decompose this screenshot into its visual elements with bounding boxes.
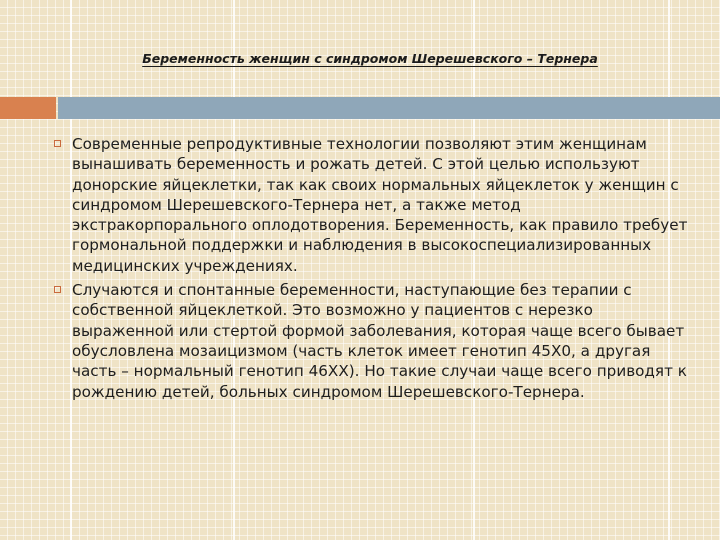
bullet-item: [52, 280, 692, 402]
bullet-item: [52, 134, 692, 276]
bullet-text: Случаются и спонтанные беременности, наступающие без терапии с собственной яйцеклеткой. Это возможно у пациентов с нерезко выраженной или стертой формой заболевания, которая чаще всего бывает обусловлена мозаицизмом (часть клеток имеет генотип 45Х0, а другая часть – нормальный генотип 46ХХ). Но такие случаи чаще всего приводят к рождению детей, больных синдромом Шерешевского-Тернера.: [72, 281, 687, 401]
title-divider-bar: [58, 97, 720, 119]
slide-content: [52, 134, 692, 406]
square-bullet-icon: [54, 286, 61, 293]
square-bullet-icon: [54, 140, 61, 147]
accent-bar: [0, 97, 56, 119]
slide-title: Беременность женщин с синдромом Шерешевского – Тернера: [142, 50, 598, 66]
bullet-text: Современные репродуктивные технологии позволяют этим женщинам вынашивать беременность и рожать детей. С этой целью используют донорские яйцеклетки, так как своих нормальных яйцеклеток у женщин с синдромом Шерешевского-Тернера нет, а также метод экстракорпорального оплодотворения. Беременность, как правило требует гормональной поддержки и наблюдения в высокоспециализированных медицинских учреждениях.: [72, 135, 688, 275]
